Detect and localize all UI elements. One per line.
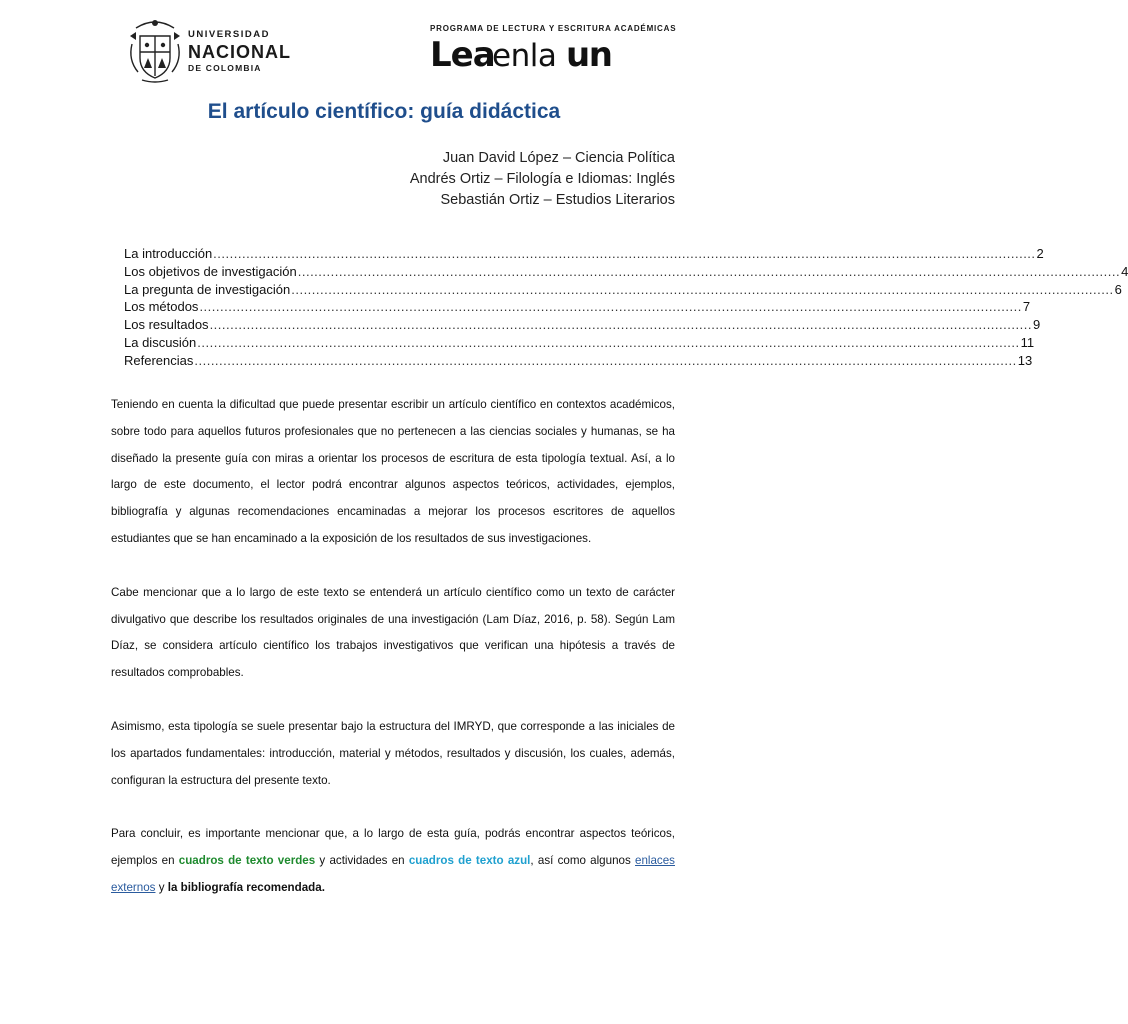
unal-logo [126,14,306,86]
lea-logo-wordmark [430,34,690,74]
toc-entry-label: Los objetivos de investigación [124,263,297,279]
structure-paragraph: Asimismo, esta tipología se suele presentar bajo la estructura del IMRYD, que corresponde a las iniciales de los apartados fundamentales: introducción, material y métodos, resultados y discusión, los cuales, además, configuran la estructura del presente texto. [111,719,675,787]
blue-box-mention: cuadros de texto azul [408,854,531,868]
toc-entry[interactable] [124,263,1128,282]
toc-dot-leader: ........................................................................................................................................................................................................ [297,263,1121,279]
lea-logo-word-un: un [566,35,612,75]
toc-entry-label: Referencias [124,352,194,368]
external-links-link[interactable]: enlaces externos [111,854,675,894]
toc-entry[interactable] [124,281,1122,300]
conclusion-text-3: , así como algunos [530,854,636,868]
author-list [410,148,675,211]
toc-entry-label: La introducción [124,246,213,261]
toc-dot-leader: ........................................................................................................................................................................................................ [291,281,1114,297]
toc-entry-label: La pregunta de investigación [124,281,291,297]
toc-dot-leader: ........................................................................................................................................................................................................ [199,299,1022,315]
toc-entry[interactable] [124,334,1035,353]
conclusion-text-2: y actividades en [315,854,409,868]
lea-logo-word-enla: enla [492,38,557,74]
toc-dot-leader: ........................................................................................................................................................................................................ [209,317,1032,333]
toc-entry-label: Los métodos [124,299,199,315]
unal-logo-line-2: NACIONAL [188,41,291,62]
toc-dot-leader: ........................................................................................................................................................................................................ [213,246,1036,261]
lea-logo-word-lea: Lea [430,35,495,75]
author-line: Juan David López – Ciencia Política [442,150,675,166]
toc-entry-label: Los resultados [124,317,209,333]
toc-entry-page: 11 [1020,334,1035,350]
table-of-contents [124,246,1128,371]
recommended-bibliography-mention: la bibliografía recomendada. [167,880,325,894]
lea-en-la-un-logo [430,24,690,74]
toc-entry-page: 4 [1121,263,1128,279]
toc-entry-page: 7 [1022,299,1031,315]
toc-dot-leader: ........................................................................................................................................................................................................ [194,352,1017,368]
conclusion-paragraph [111,821,675,901]
green-box-mention: cuadros de texto verdes [178,854,316,868]
document-title: El artículo científico: guía didáctica [207,100,561,123]
toc-entry-page: 6 [1114,281,1122,297]
document-body [111,392,675,929]
intro-paragraph: Teniendo en cuenta la dificultad que puede presentar escribir un artículo científico en contextos académicos, sobre todo para aquellos futuros profesionales que no pertenecen a las ciencias sociales y humanas, se ha diseñado la presente guía con miras a orientar los procesos de escritura de esta tipología textual. Así, a lo largo de este documento, el lector podrá encontrar algunos aspectos teóricos, actividades, ejemplos, bibliografía y algunas recomendaciones encaminadas a mejorar los procesos escritores de aquellos estudiantes que se han encaminado a la exposición de los resultados de sus investigaciones. [111,398,675,545]
toc-entry[interactable] [124,317,1041,335]
author-line: Andrés Ortiz – Filología e Idiomas: Inglés [409,171,675,187]
toc-entry[interactable] [124,299,1031,317]
conclusion-text-1: Para concluir, es importante mencionar que, a lo largo de esta guía, podrás encontrar aspectos teóricos, ejemplos en [111,827,675,868]
unal-crest-icon [126,14,184,84]
unal-logo-line-3: DE COLOMBIA [188,62,262,73]
toc-entry-label: La discusión [124,334,197,350]
toc-dot-leader: ........................................................................................................................................................................................................ [197,334,1020,350]
conclusion-text-4: y [155,880,168,894]
toc-entry-page: 9 [1032,317,1041,333]
toc-entry-page: 2 [1036,246,1044,261]
lea-logo-subtitle: PROGRAMA DE LECTURA Y ESCRITURA ACADÉMICAS [430,24,677,33]
toc-entry[interactable] [124,246,1044,264]
definition-paragraph: Cabe mencionar que a lo largo de este texto se entenderá un artículo científico como un texto de carácter divulgativo que describe los resultados originales de una investigación (Lam Díaz, 2016, p. 58). Según Lam Díaz, se considera artículo científico los trabajos investigativos que verifican una hipótesis a través de resultados comprobables. [111,585,675,680]
author-line: Sebastián Ortiz – Estudios Literarios [440,192,675,208]
unal-logo-line-1: UNIVERSIDAD [188,29,270,40]
toc-entry-page: 13 [1017,352,1033,368]
toc-entry[interactable] [124,352,1033,371]
